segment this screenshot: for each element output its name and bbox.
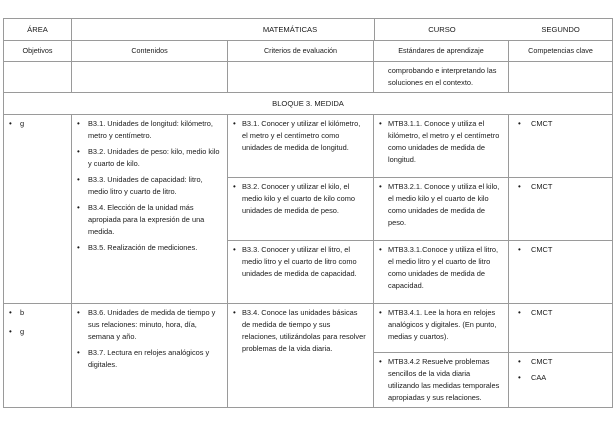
contenido-item: • B3.7. Lectura en relojes analógicos y digitales. xyxy=(72,347,223,371)
competencia-item: • CMCT xyxy=(509,307,612,319)
col-contenidos: Contenidos xyxy=(72,41,228,62)
col-estandares: Estándares de aprendizaje xyxy=(374,41,509,62)
estandar-text: • MTB3.4.1. Lee la hora en relojes analógicos y digitales. (En punto, medias y cuartos). xyxy=(374,304,508,345)
criterio-text: • B3.2. Conocer y utilizar el kilo, el medio kilo y el cuarto de kilo como unidades de medida de peso. xyxy=(228,178,373,219)
column-header-row xyxy=(4,41,613,62)
criterio-text: • B3.4. Conoce las unidades básicas de medida de tiempo y sus relaciones, utilizándolas para resolver problemas de la vida diaria. xyxy=(228,304,373,357)
competencia-item: • CMCT xyxy=(509,356,612,368)
course-label: CURSO xyxy=(374,19,509,40)
col-criterios: Criterios de evaluación xyxy=(228,41,374,62)
competencia-item: • CAA xyxy=(509,372,612,384)
contenido-item: • B3.4. Elección de la unidad más apropiada para la expresión de una medida. xyxy=(72,202,223,238)
estandar-text: • MTB3.1.1. Conoce y utiliza el kilómetro, el metro y el centímetro como unidades de medida de longitud. xyxy=(374,115,508,168)
estandar-text: • MTB3.2.1. Conoce y utiliza el kilo, el medio kilo y el cuarto de kilo como unidades de medida de peso. xyxy=(374,178,508,231)
competencia-item: • CMCT xyxy=(509,244,612,256)
area-label: ÁREA xyxy=(4,19,72,41)
contenidos-cell xyxy=(72,115,228,304)
objetivos-cell xyxy=(4,304,72,408)
contenido-item: • B3.1. Unidades de longitud: kilómetro, metro y centímetro. xyxy=(72,118,223,142)
subject-title: MATEMÁTICAS xyxy=(72,19,509,41)
competencia-item: • CMCT xyxy=(509,118,612,130)
contenido-item: • B3.5. Realización de mediciones. xyxy=(72,242,223,254)
criterio-text: • B3.1. Conocer y utilizar el kilómetro, el metro y el centímetro como unidades de medida de longitud. xyxy=(228,115,373,156)
estandar-text: • MTB3.4.2 Resuelve problemas sencillos de la vida diaria utilizando las medidas temporales apropiadas y sus relaciones. xyxy=(374,353,508,406)
objetivo-item: • b xyxy=(4,307,71,319)
estandar-continuation: comprobando e interpretando las soluciones en el contexto. xyxy=(388,66,497,87)
contenido-item: • B3.2. Unidades de peso: kilo, medio kilo y cuarto de kilo. xyxy=(72,146,223,170)
col-competencias: Competencias clave xyxy=(509,41,613,62)
header-row xyxy=(4,19,613,41)
bloque-row xyxy=(4,93,613,115)
estandar-text: • MTB3.3.1.Conoce y utiliza el litro, el medio litro y el cuarto de litro como unidades de medida de capacidad. xyxy=(374,241,508,294)
contenido-item: • B3.6. Unidades de medida de tiempo y sus relaciones: minuto, hora, día, semana y año. xyxy=(72,307,223,343)
criterio-text: • B3.3. Conocer y utilizar el litro, el medio litro y el cuarto de litro como unidades de medida de capacidad. xyxy=(228,241,373,282)
continuation-row xyxy=(4,62,613,93)
contenido-item: • B3.3. Unidades de capacidad: litro, medio litro y cuarto de litro. xyxy=(72,174,223,198)
table-row xyxy=(4,304,613,353)
objetivo-item: • g xyxy=(4,326,71,338)
table-row xyxy=(4,115,613,178)
col-objetivos: Objetivos xyxy=(4,41,72,62)
objetivo-item: • g xyxy=(4,118,71,130)
competencia-item: • CMCT xyxy=(509,181,612,193)
bloque-title: BLOQUE 3. MEDIDA xyxy=(4,93,613,115)
course-value: SEGUNDO xyxy=(509,19,613,41)
contenidos-cell xyxy=(72,304,228,408)
curriculum-table xyxy=(3,18,613,408)
objetivos-cell xyxy=(4,115,72,304)
